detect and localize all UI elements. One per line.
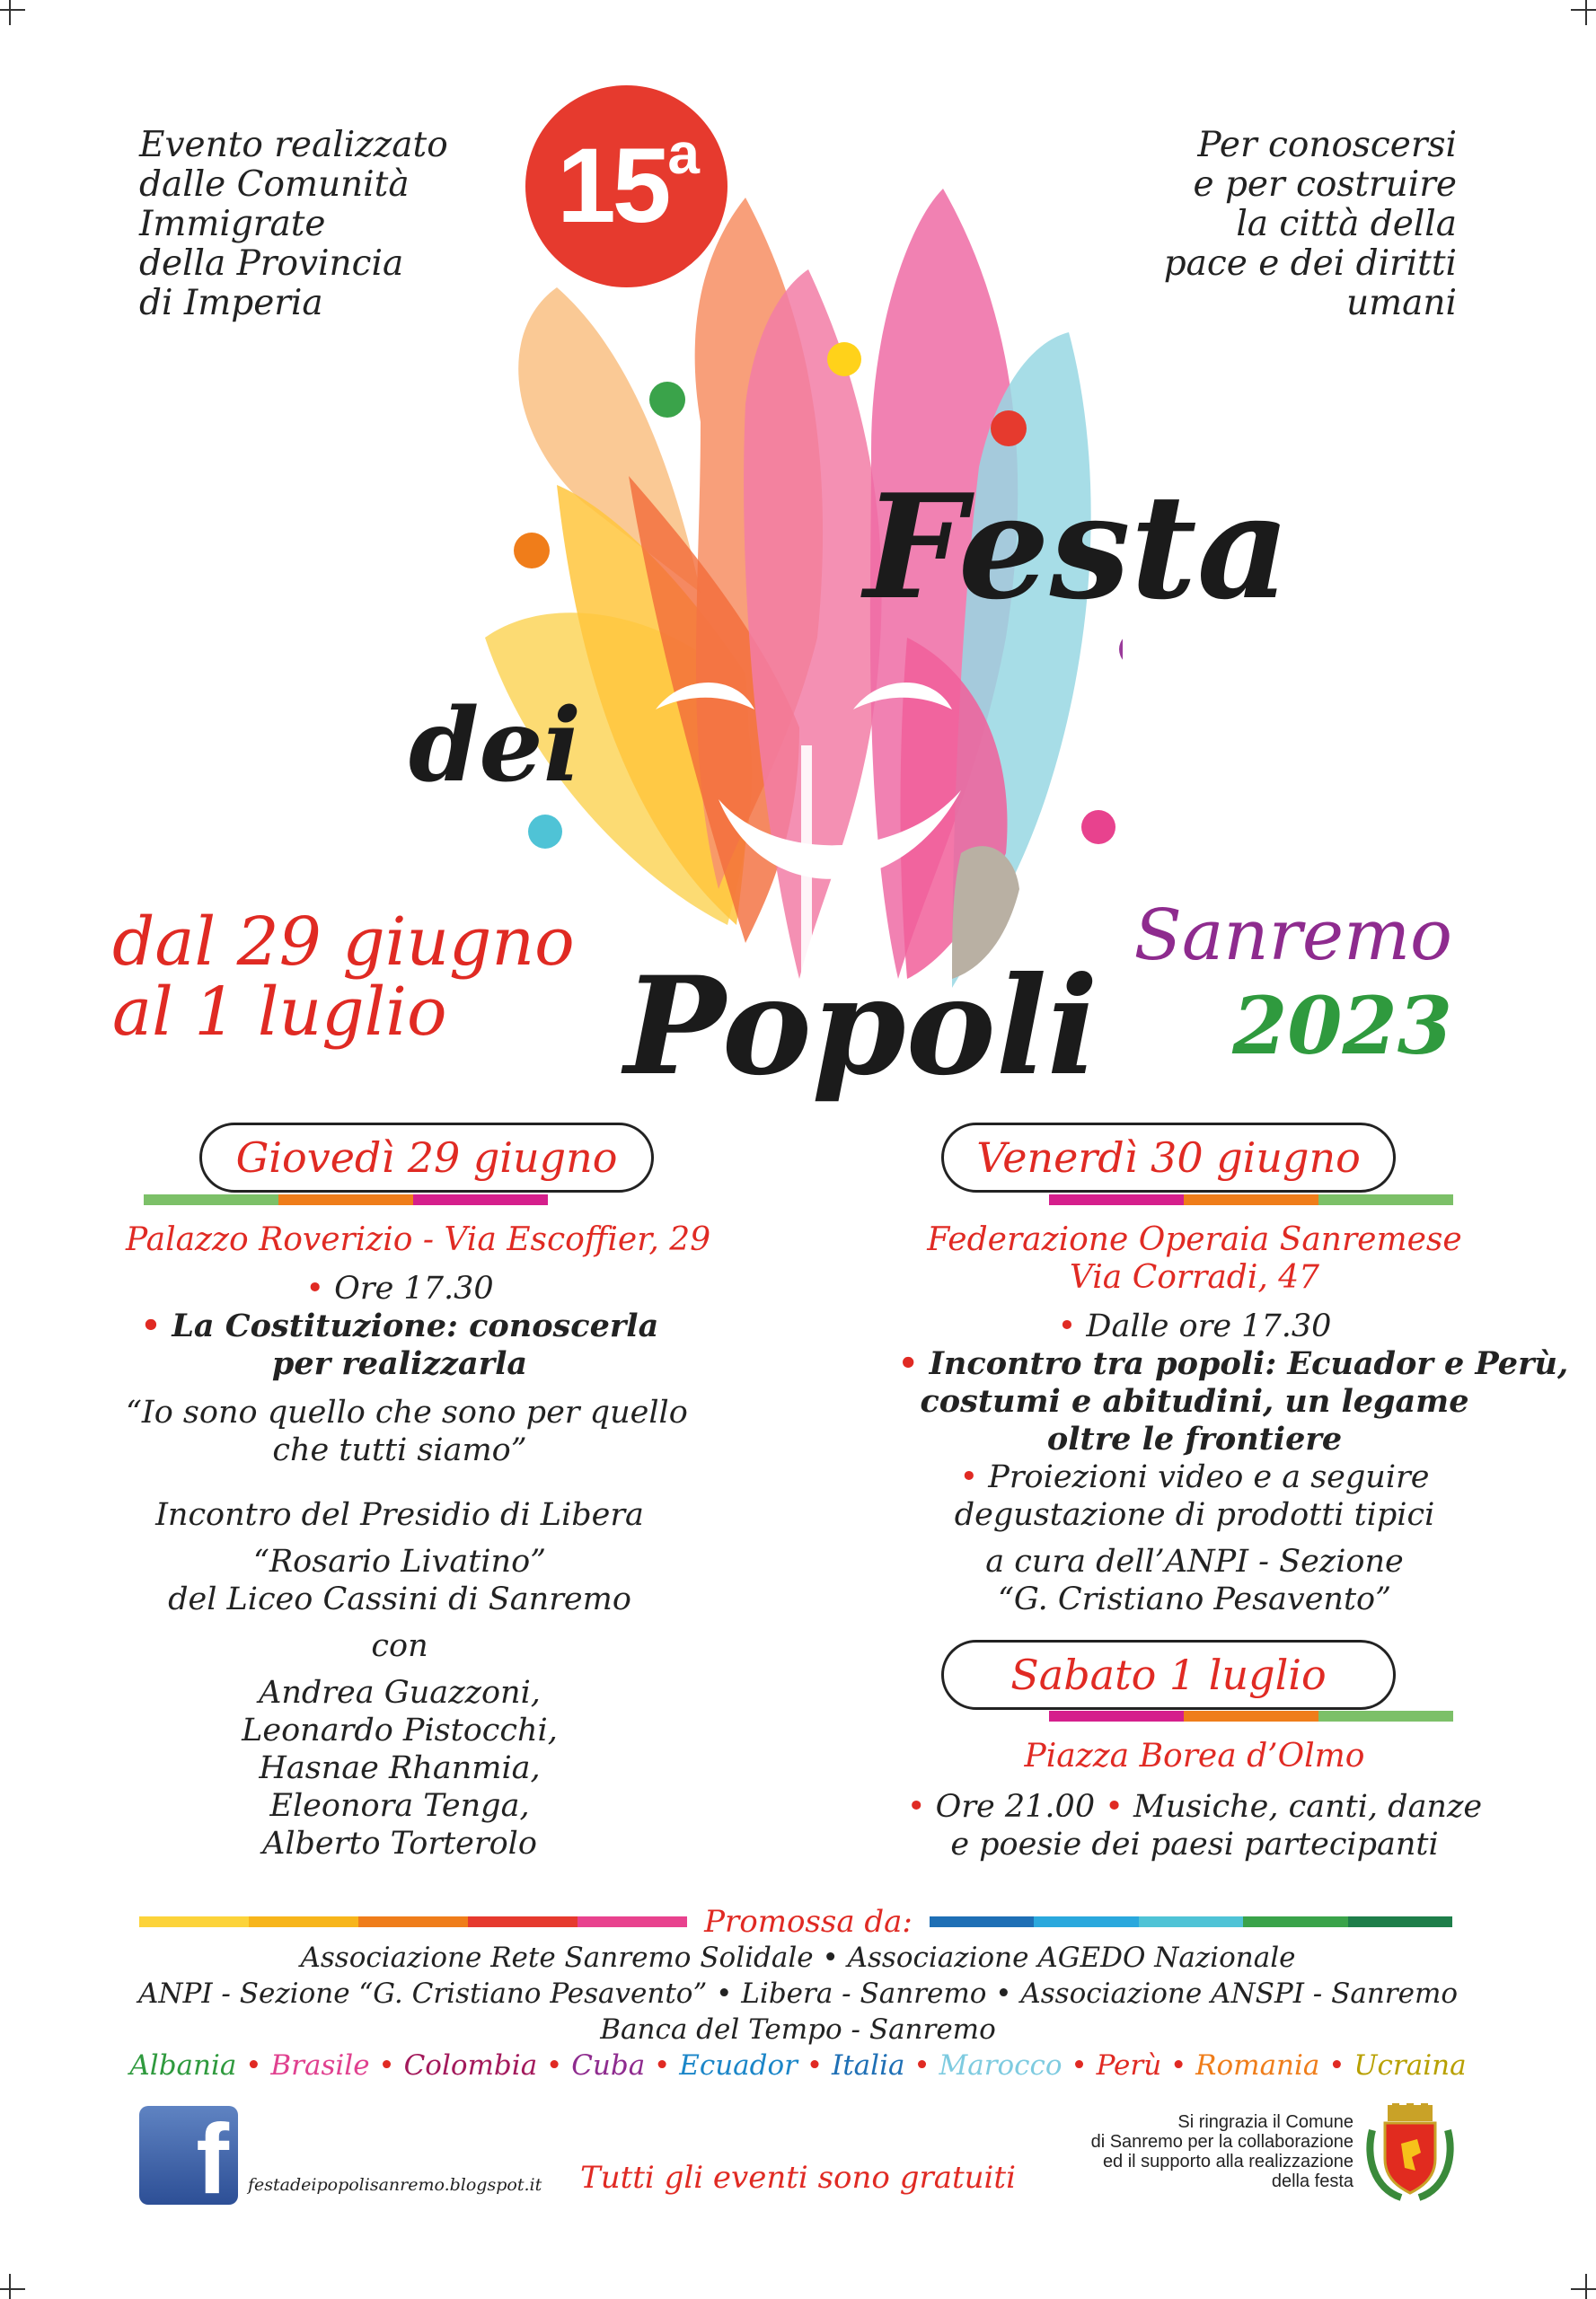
day2-detail-line: Proiezioni video e a seguire (988, 1459, 1430, 1495)
day2-title-line: costumi e abitudini, un legame (920, 1383, 1469, 1420)
country-marocco: Marocco (939, 2049, 1063, 2082)
organizer-text (139, 126, 481, 323)
country-ecuador: Ecuador (679, 2049, 798, 2082)
day2-title-line: oltre le frontiere (1046, 1421, 1343, 1458)
day2-time-row: • Dalle ore 17.30 (1057, 1308, 1332, 1344)
day1-quote-line: che tutti siamo” (272, 1432, 527, 1468)
day3-program (898, 1738, 1491, 1863)
day1-description-line: Incontro del Presidio di Libera (155, 1497, 644, 1533)
crop-mark (1571, 9, 1596, 11)
day1-venue: Palazzo Roverizio - Via Escoffier, 29 (126, 1221, 711, 1258)
day3-color-bar (1049, 1711, 1453, 1722)
thanks-line: ed il supporto alla realizzazione (1102, 2152, 1354, 2171)
crop-mark (9, 2274, 11, 2299)
organizer-line: Immigrate (139, 204, 326, 244)
day2-venue-line: Via Corradi, 47 (1069, 1259, 1320, 1296)
day3-event-row: • Ore 21.00 • Musiche, canti, danze (906, 1789, 1483, 1825)
country-colombia: Colombia (403, 2049, 538, 2082)
day3-time: Ore 21.00 (935, 1789, 1096, 1825)
day1-speaker: Hasnae Rhanmia, (259, 1750, 541, 1786)
day2-detail-line: degustazione di prodotti tipici (954, 1497, 1435, 1533)
day1-program (126, 1221, 711, 1863)
day1-with-label: con (371, 1628, 428, 1664)
day2-detail-row: • Proiezioni video e a seguire (959, 1459, 1430, 1495)
dates-line: al 1 luglio (112, 973, 447, 1051)
country-brasile: Brasile (270, 2049, 370, 2082)
blog-link[interactable]: festadeipopolisanremo.blogspot.it (248, 2175, 542, 2195)
thanks-note (1091, 2112, 1354, 2191)
promoted-label: Promossa da: (696, 1904, 921, 1940)
dates-line: dal 29 giugno (112, 903, 575, 981)
country-albania: Albania (129, 2049, 237, 2082)
crop-mark (1585, 0, 1587, 25)
organizer-line: dalle Comunità (139, 164, 410, 205)
motto-line: umani (1346, 283, 1457, 323)
edition-badge (525, 85, 727, 287)
facebook-icon[interactable]: f (139, 2106, 238, 2205)
crop-mark (0, 2288, 25, 2290)
thanks-line: Si ringrazia il Comune (1177, 2112, 1354, 2132)
promoted-by-section (139, 1904, 1452, 1940)
day1-talk-line: per realizzarla (271, 1345, 528, 1382)
sanremo-crest-icon (1365, 2103, 1455, 2202)
promoter-line: Banca del Tempo - Sanremo (600, 2013, 996, 2046)
day1-label: Giovedì 29 giugno (199, 1123, 654, 1193)
day2-program (898, 1221, 1569, 1618)
day1-color-bar (144, 1194, 548, 1205)
festival-dates (112, 903, 575, 1051)
day2-curator-line: “G. Cristiano Pesavento” (998, 1581, 1391, 1617)
day3-event-line: Musiche, canti, danze (1133, 1789, 1483, 1825)
country-italia: Italia (831, 2049, 905, 2082)
thanks-line: della festa (1271, 2171, 1354, 2191)
day1-description-line: del Liceo Cassini di Sanremo (168, 1581, 631, 1617)
day2-label: Venerdì 30 giugno (941, 1123, 1396, 1193)
promoter-line: ANPI - Sezione “G. Cristiano Pesavento” • Libera - Sanremo • Associazione ANSPI - Sanremo (137, 1977, 1459, 2010)
festival-city: Sanremo (1133, 895, 1452, 976)
day3-venue: Piazza Borea d’Olmo (1024, 1738, 1365, 1775)
motto-line: pace e dei diritti (1163, 243, 1457, 284)
promo-color-bar-right (930, 1916, 1452, 1927)
country-ucraina: Ucraina (1354, 2049, 1467, 2082)
crop-mark (0, 9, 25, 11)
crop-mark (1571, 2288, 1596, 2290)
title-festa: Festa (864, 462, 1291, 631)
festival-year: 2023 (1232, 979, 1452, 1072)
day1-quote-line: “Io sono quello che sono per quello (126, 1395, 688, 1431)
day1-speaker: Alberto Torterolo (262, 1826, 537, 1862)
day1-time: Ore 17.30 (334, 1271, 494, 1307)
promoter-line: Associazione Rete Sanremo Solidale • Associazione AGEDO Nazionale (300, 1942, 1296, 1974)
country-romania: Romania (1195, 2049, 1320, 2082)
crop-mark (1585, 2274, 1587, 2299)
day3-event-line: e poesie dei paesi partecipanti (950, 1827, 1439, 1863)
promo-color-bar-left (139, 1916, 687, 1927)
organizer-line: della Provincia (139, 243, 404, 284)
day1-speaker: Andrea Guazzoni, (259, 1675, 541, 1711)
day1-talk-line: La Costituzione: conoscerla (172, 1308, 659, 1344)
motto-line: e per costruire (1193, 164, 1457, 205)
day2-title-row: • Incontro tra popoli: Ecuador e Perù, (898, 1345, 1569, 1382)
country-cuba: Cuba (571, 2049, 646, 2082)
motto-text (1133, 126, 1457, 323)
participating-countries: Albania • Brasile • Colombia • Cuba • Ecuador • Italia • Marocco • Perù • Romania • Ucraina (129, 2049, 1467, 2082)
edition-suffix: a (667, 121, 696, 186)
day2-color-bar (1049, 1194, 1453, 1205)
day2-venue-line: Federazione Operaia Sanremese (927, 1221, 1462, 1258)
edition-number: 15 (557, 127, 668, 245)
organizer-line: di Imperia (139, 283, 323, 323)
title-dei: dei (409, 687, 582, 805)
day2-curator-line: a cura dell’ANPI - Sezione (985, 1544, 1404, 1580)
free-events-note: Tutti gli eventi sono gratuiti (580, 2160, 1016, 2196)
day2-title-line: Incontro tra popoli: Ecuador e Perù, (929, 1345, 1569, 1382)
day1-description-line: “Rosario Livatino” (252, 1544, 547, 1580)
day1-speaker: Leonardo Pistocchi, (242, 1713, 558, 1748)
country-peru: Perù (1096, 2049, 1162, 2082)
day1-speaker: Eleonora Tenga, (269, 1788, 530, 1824)
crop-mark (9, 0, 11, 25)
thanks-line: di Sanremo per la collaborazione (1090, 2132, 1354, 2152)
organizer-line: Evento realizzato (139, 125, 448, 165)
day3-label: Sabato 1 luglio (941, 1640, 1396, 1710)
motto-line: la città della (1236, 204, 1457, 244)
day2-time: Dalle ore 17.30 (1086, 1308, 1332, 1344)
day1-time-row: • Ore 17.30 (305, 1271, 494, 1307)
motto-line: Per conoscersi (1197, 125, 1457, 165)
title-popoli: Popoli (624, 947, 1098, 1105)
day1-talk-title: • La Costituzione: conoscerla (140, 1308, 659, 1344)
